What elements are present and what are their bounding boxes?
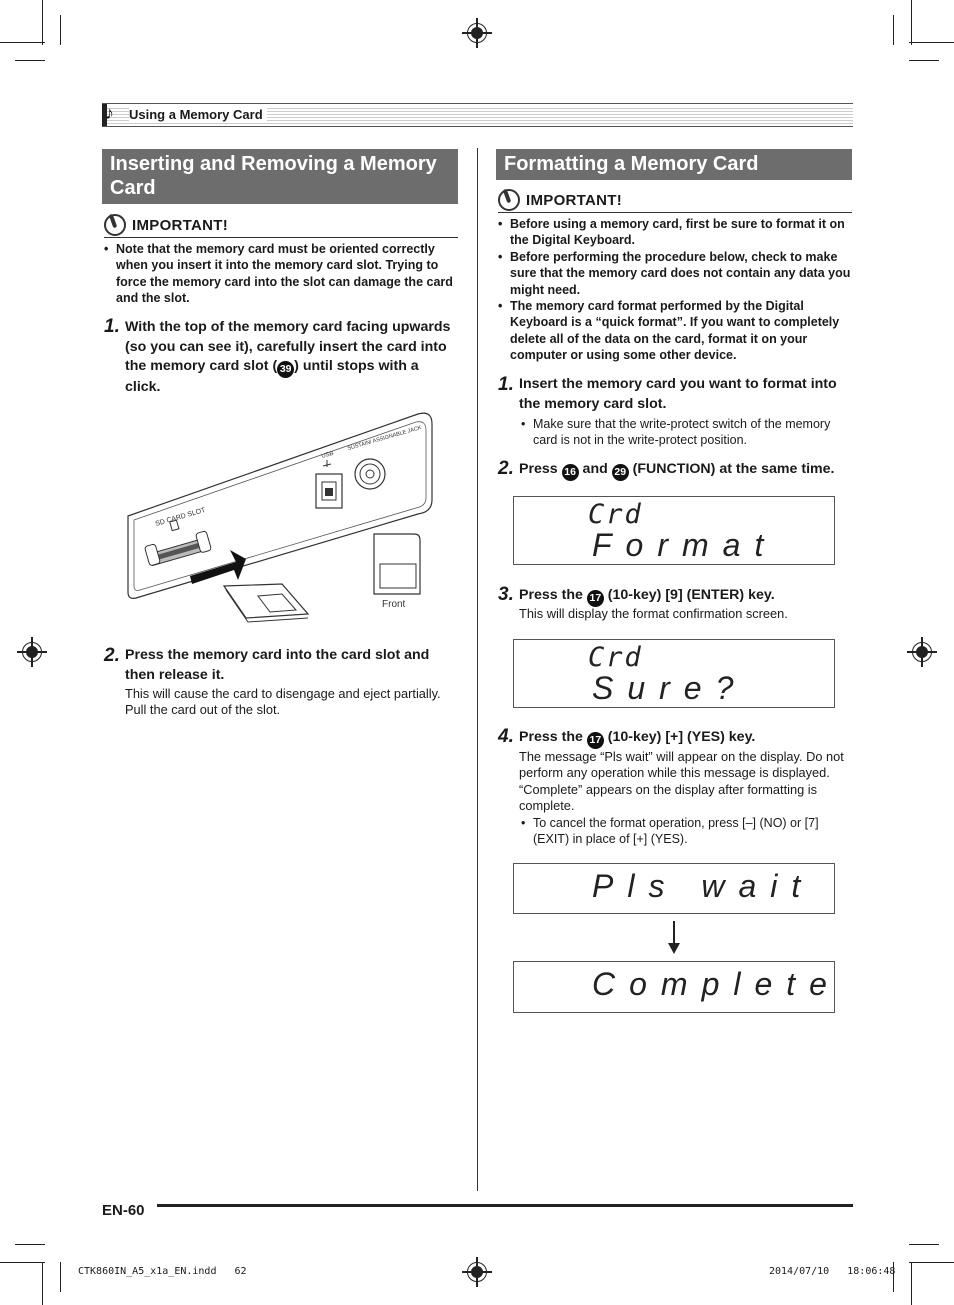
important-label: IMPORTANT!	[132, 217, 229, 234]
registration-mark	[467, 23, 487, 43]
crop-mark	[42, 0, 43, 45]
slug-file: CTK860IN_A5_x1a_EN.indd 62	[78, 1266, 247, 1277]
lcd-main-line: Pls wait	[592, 868, 815, 904]
running-head-text: Using a Memory Card	[129, 107, 267, 122]
press-text: Press	[519, 461, 562, 477]
usb-label: USB	[320, 450, 335, 460]
registration-mark	[912, 642, 932, 662]
crop-mark	[909, 60, 939, 61]
step-2-text	[519, 460, 859, 481]
crop-mark	[909, 42, 954, 43]
important-icon	[498, 189, 520, 211]
ref-badge: 29	[612, 464, 629, 481]
important-item: • The memory card format performed by the Digital Keyboard is a “quick format”. If you want to completely delete all of the data on the card, format it on your computer or using some other device.	[496, 298, 854, 364]
step-4-bullets	[519, 815, 853, 848]
lcd-display-sure	[513, 639, 835, 708]
step-number: 1.	[104, 316, 120, 337]
crop-mark	[15, 60, 45, 61]
section-title-right: Formatting a Memory Card	[496, 149, 852, 180]
step-1-text-a: With the top of the memory card facing upwards (so you can see it), carefully insert the card into the memory card slot (	[125, 319, 451, 375]
ref-badge: 17	[587, 590, 604, 607]
step-2-text: Press the memory card into the card slot and then release it.	[125, 647, 430, 683]
crop-mark	[0, 1262, 45, 1263]
ref-badge: 17	[587, 732, 604, 749]
step-1-text-b: ) until stops with a click.	[125, 358, 419, 396]
lcd-top-line: Crd	[588, 499, 643, 530]
step-2-body: This will cause the card to disengage and eject partially. Pull the card out of the slot.	[125, 686, 441, 718]
column-divider	[477, 148, 478, 1191]
crop-mark	[42, 1262, 43, 1305]
step-1-text	[125, 318, 458, 398]
crop-mark	[909, 1244, 939, 1245]
important-list	[496, 216, 854, 364]
ref-badge: 39	[277, 361, 294, 378]
step-number: 4.	[498, 726, 514, 747]
lcd-top-line: Crd	[588, 642, 643, 673]
step-4-bullet: • To cancel the format operation, press [–] (NO) or [7] (EXIT) in place of [+] (YES).	[519, 815, 853, 848]
lcd-main-line: Sure?	[592, 670, 748, 706]
crop-mark	[911, 1262, 912, 1305]
step-number: 2.	[498, 458, 514, 479]
crop-mark	[0, 42, 45, 43]
crop-mark	[15, 1244, 45, 1245]
jack-label: SUSTAIN/ ASSIGNABLE JACK	[346, 425, 423, 452]
registration-mark	[467, 1262, 487, 1282]
lcd-display-format	[513, 496, 835, 565]
important-label: IMPORTANT!	[526, 192, 623, 209]
step-3-rest: (10-key) [9] (ENTER) key.	[603, 587, 775, 603]
running-head	[102, 103, 853, 127]
step-3-body: This will display the format confirmation screen.	[519, 606, 788, 621]
important-rule	[104, 237, 458, 238]
lcd-display-pls-wait	[513, 863, 835, 914]
step-4-rest: (10-key) [+] (YES) key.	[603, 729, 756, 745]
crop-mark	[911, 0, 912, 45]
lcd-main-line: Complete	[592, 966, 841, 1002]
step-1-text: Insert the memory card you want to format into the memory card slot.	[519, 376, 837, 412]
step-3-text	[519, 586, 853, 607]
step-number: 2.	[104, 645, 120, 666]
front-label: Front	[382, 599, 406, 610]
step-number: 1.	[498, 374, 514, 395]
section-title-left: Inserting and Removing a Memory Card	[102, 149, 458, 204]
step-1-bullets	[519, 416, 853, 449]
slug-date: 2014/07/10 18:06:48	[769, 1266, 896, 1277]
step-4-body: The message “Pls wait” will appear on the display. Do not perform any operation while this message is displayed. “Complete” appears on the display after formatting is complete.	[519, 749, 844, 814]
step-4-text	[519, 728, 853, 749]
step-1-bullet: • Make sure that the write-protect switch of the memory card is not in the write-protect position.	[519, 416, 853, 449]
ref-badge: 16	[562, 464, 579, 481]
lcd-display-complete	[513, 961, 841, 1013]
press-text: Press the	[519, 729, 587, 745]
page-number: EN-60	[102, 1202, 145, 1219]
important-rule	[498, 212, 852, 213]
crop-mark	[60, 1262, 61, 1292]
arrow-down-icon	[666, 921, 682, 955]
important-item: • Note that the memory card must be oriented correctly when you insert it into the memory card slot. Trying to force the memory card into the slot can damage the card and the slot.	[102, 241, 458, 307]
step-number: 3.	[498, 584, 514, 605]
crop-mark	[893, 15, 894, 45]
important-list	[102, 241, 458, 307]
important-item: • Before using a memory card, first be sure to format it on the Digital Keyboard.	[496, 216, 854, 249]
step-2-rest: (FUNCTION) at the same time.	[628, 461, 835, 477]
crop-mark	[60, 15, 61, 45]
registration-mark	[22, 642, 42, 662]
and-text: and	[578, 461, 612, 477]
music-note-icon: ♪	[105, 103, 114, 123]
footer-rule	[157, 1204, 853, 1207]
press-text: Press the	[519, 587, 587, 603]
memory-card-slot-figure	[118, 408, 444, 633]
important-item: • Before performing the procedure below, check to make sure that the memory card does not contain any data you might need.	[496, 249, 854, 298]
sd-card-slot-label: SD CARD SLOT	[154, 506, 207, 528]
crop-mark	[909, 1262, 954, 1263]
important-icon	[104, 214, 126, 236]
lcd-main-line: Format	[592, 527, 778, 563]
